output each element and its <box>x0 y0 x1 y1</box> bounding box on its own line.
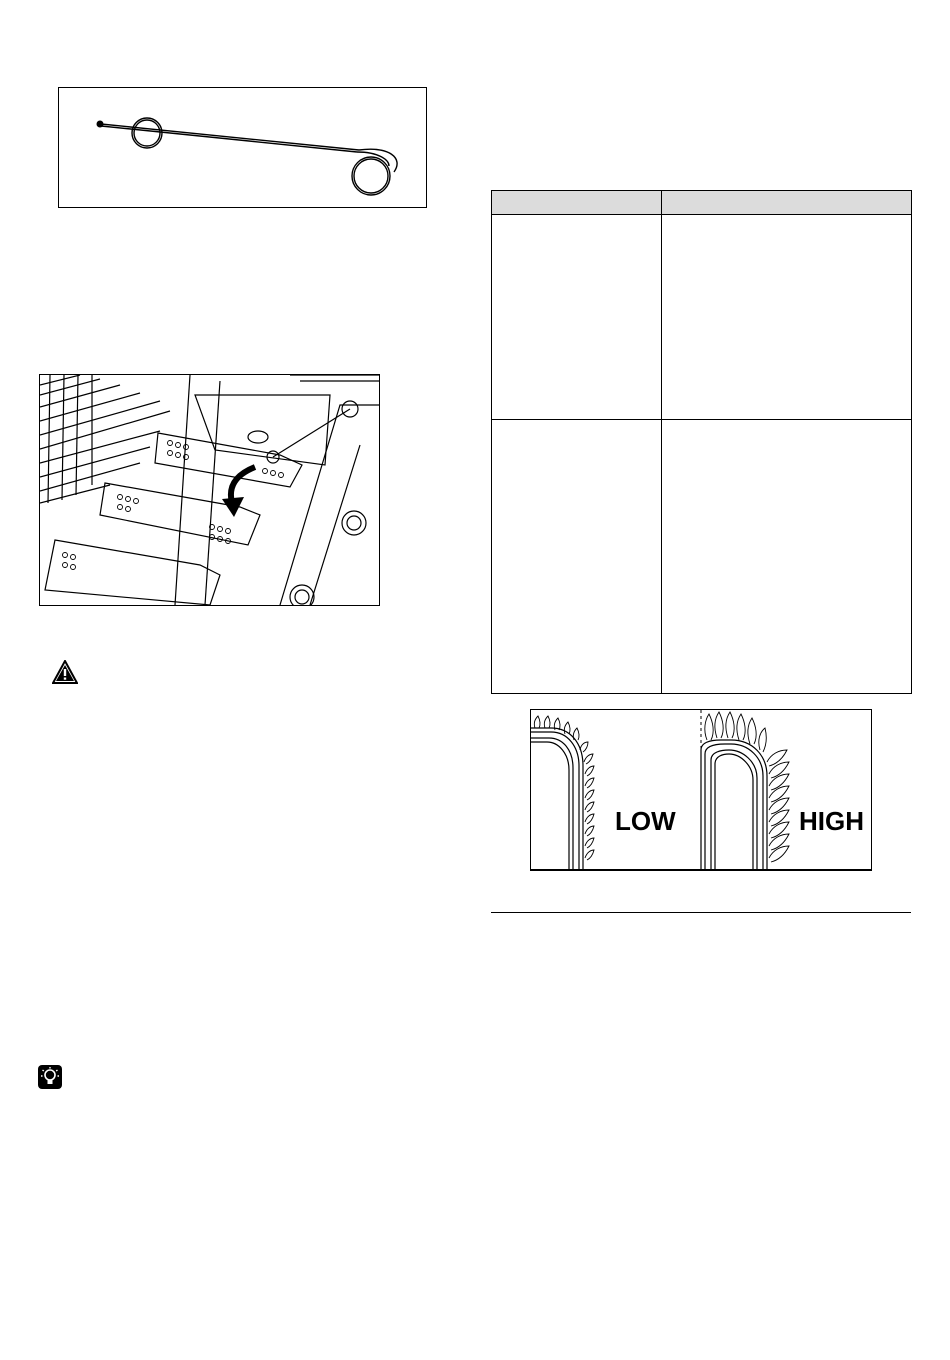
high-flame-label: HIGH <box>799 806 864 836</box>
flame-diagram-drawing <box>531 710 871 870</box>
warning-triangle-icon <box>52 660 78 684</box>
lightbulb-tip-icon <box>38 1065 62 1089</box>
ignition-rod-drawing <box>59 88 426 207</box>
grill-heat-tents-figure <box>39 374 380 606</box>
table-header-row <box>492 191 911 215</box>
table-column-divider <box>661 191 662 693</box>
ignition-rod-figure <box>58 87 427 208</box>
low-flame-label: LOW <box>615 806 676 836</box>
flame-height-diagram <box>530 709 872 871</box>
section-divider-rule <box>491 912 911 913</box>
table-row-divider <box>492 419 911 420</box>
grill-interior-drawing <box>40 375 379 605</box>
troubleshooting-table <box>491 190 912 694</box>
